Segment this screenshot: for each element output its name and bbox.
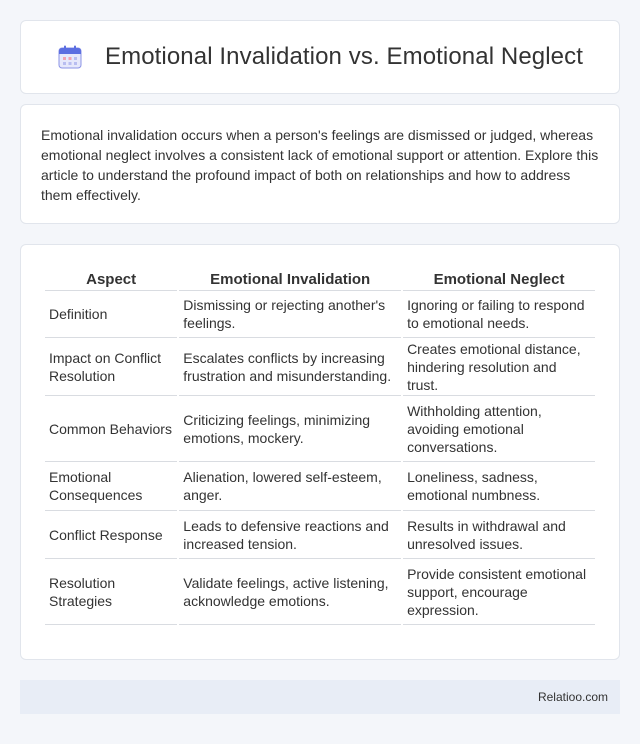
comparison-card: [20, 244, 620, 660]
row-invalidation: Escalates conflicts by increasing frustration and misunderstanding.: [179, 338, 401, 396]
row-invalidation: Validate feelings, active listening, acknowledge emotions.: [179, 559, 401, 625]
row-neglect: Loneliness, sadness, emotional numbness.: [403, 462, 595, 511]
intro-paragraph: Emotional invalidation occurs when a person's feelings are dismissed or judged, whereas emotional neglect involves a consistent lack of emotional support or attention. Explore this article to understand the profound impact of both on relationships and how to address them effectively.: [41, 127, 599, 203]
row-invalidation: Alienation, lowered self-esteem, anger.: [179, 462, 401, 511]
row-neglect: Results in withdrawal and unresolved issues.: [403, 511, 595, 559]
row-neglect: Withholding attention, avoiding emotional conversations.: [403, 396, 595, 462]
comparison-table: [43, 265, 597, 625]
row-aspect: Emotional Consequences: [45, 462, 177, 511]
header-aspect: Aspect: [45, 265, 177, 291]
table-row: [45, 511, 595, 559]
row-neglect: Provide consistent emotional support, encourage expression.: [403, 559, 595, 625]
row-aspect: Impact on Conflict Resolution: [45, 338, 177, 396]
row-aspect: Conflict Response: [45, 511, 177, 559]
footer: [20, 680, 620, 714]
page-title: Emotional Invalidation vs. Emotional Neglect: [105, 43, 583, 70]
row-aspect: Definition: [45, 291, 177, 338]
table-row: [45, 291, 595, 338]
row-neglect: Creates emotional distance, hindering resolution and trust.: [403, 338, 595, 396]
table-header-row: [45, 265, 595, 291]
calendar-icon: [57, 44, 83, 70]
footer-brand: Relatioo.com: [537, 690, 608, 704]
header-emotional-neglect: Emotional Neglect: [403, 265, 595, 291]
header-emotional-invalidation: Emotional Invalidation: [179, 265, 401, 291]
table-row: [45, 462, 595, 511]
row-invalidation: Dismissing or rejecting another's feelings.: [179, 291, 401, 338]
row-aspect: Common Behaviors: [45, 396, 177, 462]
row-neglect: Ignoring or failing to respond to emotional needs.: [403, 291, 595, 338]
row-invalidation: Criticizing feelings, minimizing emotions, mockery.: [179, 396, 401, 462]
table-row: [45, 559, 595, 625]
row-invalidation: Leads to defensive reactions and increased tension.: [179, 511, 401, 559]
table-row: [45, 396, 595, 462]
row-aspect: Resolution Strategies: [45, 559, 177, 625]
intro-card: [20, 104, 620, 224]
table-row: [45, 338, 595, 396]
title-card: [20, 20, 620, 94]
